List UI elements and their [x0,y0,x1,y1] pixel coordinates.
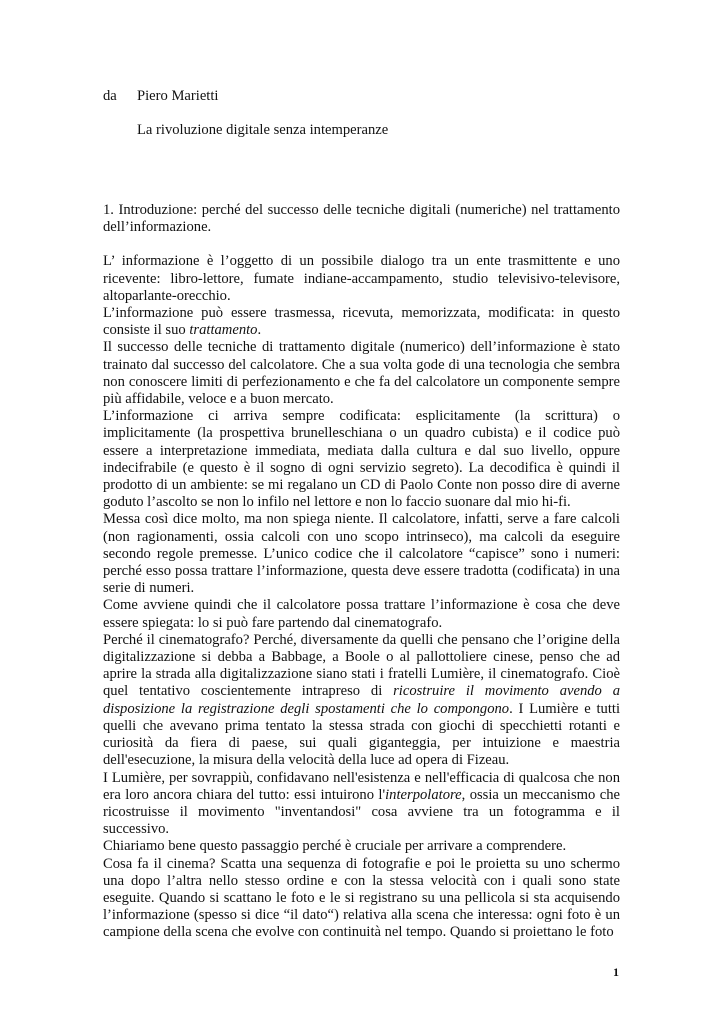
page-number: 1 [613,965,619,979]
text-segment: . I Lumière e tutti quelli che avevano prima tentato la stessa strada con giochi di specchietti rotanti e curiosità da fiera di paese, sui quali giganteggia, per intuizione e maestria dell'esecuzione, la misura della velocità della luce ad opera di Fizeau. [103,700,620,769]
text-segment: Chiariamo bene questo passaggio perché è cruciale per arrivare a comprendere. [103,838,567,855]
author-line [103,88,218,105]
body-paragraph [103,511,620,597]
body-paragraph [103,770,620,839]
italic-text: trattamento [189,322,258,339]
author-prefix: da [103,88,117,104]
author-name: Piero Marietti [137,88,219,104]
document-body [103,202,620,942]
paragraph-list [103,253,620,941]
text-segment: , ossia un meccanismo che ricostruisse il movimento "inventandosi" cosa avviene tra un fotogramma e il successivo. [103,786,621,838]
section-heading: 1. Introduzione: perché del successo delle tecniche digitali (numeriche) nel trattamento dell’informazione. [103,202,620,236]
text-segment: . [257,322,262,339]
body-paragraph [103,632,620,770]
body-paragraph [103,408,620,511]
text-segment: Cosa fa il cinema? Scatta una sequenza di fotografie e poi le proietta su uno schermo una dopo l’altra nello stesso ordine e con la stessa velocità con i quali sono state eseguite. Quando si scattano le foto e le si registrano su una pellicola si sta acquisendo l’informazione (spesso si dice “il dato“) relativa alla scena che interessa: ogni foto è un campione della scena che evolve con continuità nel tempo. Quando si proiettano le foto [103,855,620,941]
italic-text: ricostruire il movimento avendo a disposizione la registrazione degli spostamenti che lo compongono [103,683,620,717]
body-paragraph [103,339,620,408]
text-segment: L’informazione può essere trasmessa, ricevuta, memorizzata, modificata: in questo consiste il suo [103,305,620,339]
body-paragraph [103,597,620,631]
text-segment: L’ informazione è l’oggetto di un possibile dialogo tra un ente trasmittente e uno ricevente: libro-lettore, fumate indiane-accampamento, studio televisivo-televisore, altoparlante-orecchio. [103,253,620,304]
text-segment: Perché il cinematografo? Perché, diversamente da quelli che pensano che l’origine della digitalizzazione si debba a Babbage, a Boole o al pallottoliere cinese, penso che ad aprire la strada alla digitalizzazione siano stati i fratelli Lumière, il cinematografo. Cioè quel tentativo coscientemente intrapreso di [103,631,620,700]
text-segment: I Lumière, per sovrappiù, confidavano nell'esistenza e nell'efficacia di qualcosa che non era loro ancora chiara del tutto: essi intuirono l' [103,769,620,803]
body-paragraph [103,838,620,855]
italic-text: interpolatore [385,786,462,803]
body-paragraph [103,253,620,305]
text-segment: Il successo delle tecniche di trattamento digitale (numerico) dell’informazione è stato trainato dal successo del calcolatore. Che a sua volta gode di una tecnologia che sembra non conoscere limiti di perfezionamento e che fa del calcolatore un componente sempre più affidabile, veloce e a buon mercato. [103,339,620,408]
text-segment: Messa così dice molto, ma non spiega niente. Il calcolatore, infatti, serve a fare calcoli (non ragionamenti, ossia calcoli con uno scopo intrinseco), ma calcoli da eseguire secondo regole premesse. L’unico codice che il calcolatore “capisce” sono i numeri: perché esso possa trattare l’informazione, questa deve essere tradotta (codificata) in una serie di numeri. [103,511,620,597]
text-segment: L’informazione ci arriva sempre codificata: esplicitamente (la scrittura) o implicitamente (la prospettiva brunelleschiana o un quadro cubista) e il codice può essere a interpretazione immediata, mediata dalla cultura e dal suo livello, oppure indecifrabile (e questo è il sogno di ogni servizio segreto). La decodifica è quindi il prodotto di un ambiente: se mi regalano un CD di Paolo Conte non posso dire di averne goduto l’ascolto se non lo infilo nel lettore e non lo faccio suonare dal mio hi-fi. [103,408,620,511]
document-title: La rivoluzione digitale senza intemperanze [137,122,389,138]
body-paragraph [103,856,620,942]
text-segment: Come avviene quindi che il calcolatore possa trattare l’informazione è cosa che deve essere spiegata: lo si può fare partendo dal cinematografo. [103,597,620,631]
body-paragraph [103,305,620,339]
